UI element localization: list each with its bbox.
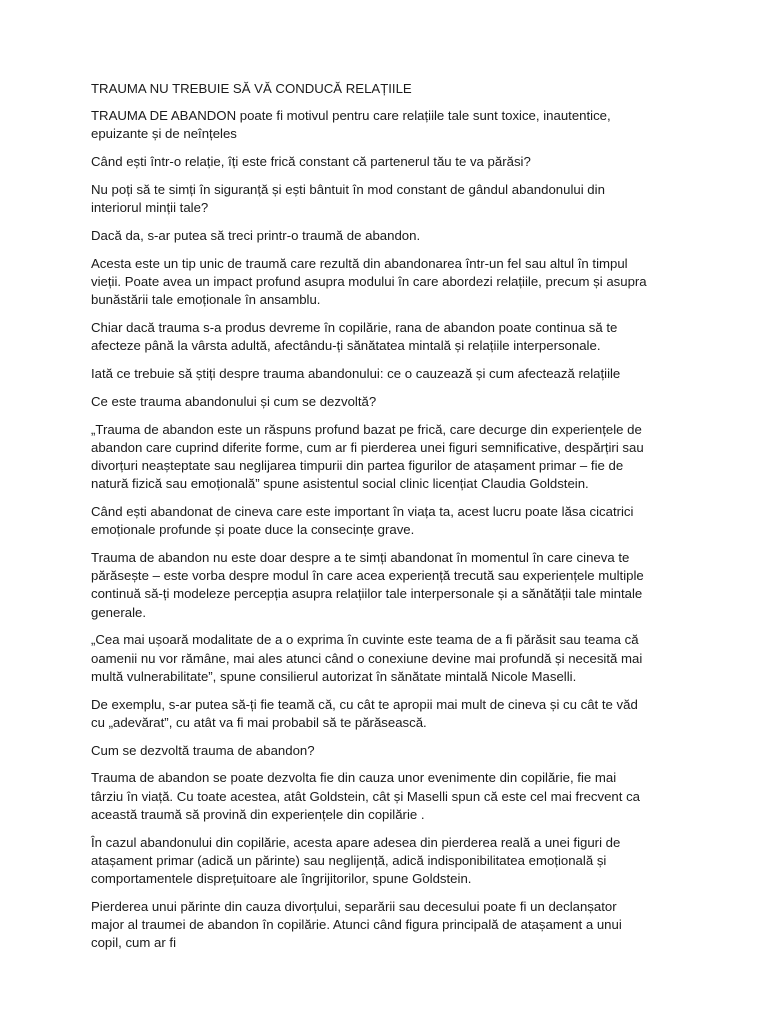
- paragraph: Trauma de abandon nu este doar despre a te simți abandonat în momentul în care cineva te părăsește – este vorba despre modul în care acea experiență trecută sau experiențele multiple continuă să-ți modeleze percepția asupra relațiilor tale interpersonale și a sănătății tale mintale generale.: [91, 550, 644, 620]
- paragraph: De exemplu, s-ar putea să-ți fie teamă că, cu cât te apropii mai mult de cineva și cu cât te văd cu „adevărat”, cu atât va fi mai probabil să te părăsească.: [91, 696, 638, 730]
- paragraph: Când ești abandonat de cineva care este important în viața ta, acest lucru poate lăsa cicatrici emoționale profunde și poate duce la consecințe grave.: [91, 504, 634, 538]
- paragraph: Când ești într-o relație, îți este frică constant că partenerul tău te va părăsi?: [91, 154, 531, 170]
- paragraph: Acesta este un tip unic de traumă care rezultă din abandonarea într-un fel sau altul în timpul vieții. Poate avea un impact profund asupra modului în care abordezi relațiile, precum și asupra bunăstării tale emoționale în ansamblu.: [91, 255, 647, 308]
- paragraph: Nu poți să te simți în siguranță și ești bântuit în mod constant de gândul abandonului din interiorul minții tale?: [91, 182, 605, 216]
- paragraph: Trauma de abandon se poate dezvolta fie din cauza unor evenimente din copilărie, fie mai târziu în viață. Cu toate acestea, atât Goldstein, cât și Maselli spun că este cel mai frecvent ca această traumă să provină din experiențele din copilărie .: [91, 770, 641, 822]
- paragraph: Dacă da, s-ar putea să treci printr-o traumă de abandon.: [91, 228, 421, 243]
- document-title: TRAUMA NU TREBUIE SĂ VĂ CONDUCĂ RELAȚIILE: [91, 81, 412, 96]
- paragraph: Pierderea unui părinte din cauza divorțului, separării sau decesului poate fi un declanșator major al traumei de abandon în copilărie. Atunci când figura principală de atașament a unui copil, cum ar fi: [91, 898, 622, 951]
- paragraph: Chiar dacă trauma s-a produs devreme în copilărie, rana de abandon poate continua să te afecteze până la vârsta adultă, afectându-ți sănătatea mintală și relațiile interpersonale.: [91, 320, 618, 354]
- section-heading: Ce este trauma abandonului și cum se dezvoltă?: [91, 393, 377, 409]
- quote-paragraph: „Cea mai ușoară modalitate de a o exprima în cuvinte este teama de a fi părăsit sau teama că oamenii nu vor rămâne, mai ales atunci când o conexiune devine mai profundă și necesită mai multă vulnerabilitate”, spune consilierul autorizat în sănătate mintală Nicole Maselli.: [91, 632, 643, 684]
- paragraph: Iată ce trebuie să știți despre trauma abandonului: ce o cauzează și cum afectează relațiile: [91, 366, 621, 381]
- section-heading: Cum se dezvoltă trauma de abandon?: [91, 742, 315, 758]
- paragraph: În cazul abandonului din copilărie, acesta apare adesea din pierderea reală a unei figuri de atașament primar (adică un părinte) sau neglijență, adică indisponibilitatea emoțională și comportamentele disprețuitoare ale îngrijitorilor, spune Goldstein.: [91, 834, 621, 887]
- quote-paragraph: „Trauma de abandon este un răspuns profund bazat pe frică, care decurge din experiențele de abandon care cuprind diferite forme, cum ar fi pierderea unei figuri semnificative, despărțiri sau divorțuri neașteptate sau neglijarea timpurii din partea figurilor de atașament primar – fie de natură fizică sau emoțională” spune asistentul social clinic licențiat Claudia Goldstein.: [91, 421, 644, 492]
- document-page: [91, 80, 651, 962]
- paragraph: TRAUMA DE ABANDON poate fi motivul pentru care relațiile tale sunt toxice, inautentice, epuizante și de neînțeles: [91, 108, 611, 142]
